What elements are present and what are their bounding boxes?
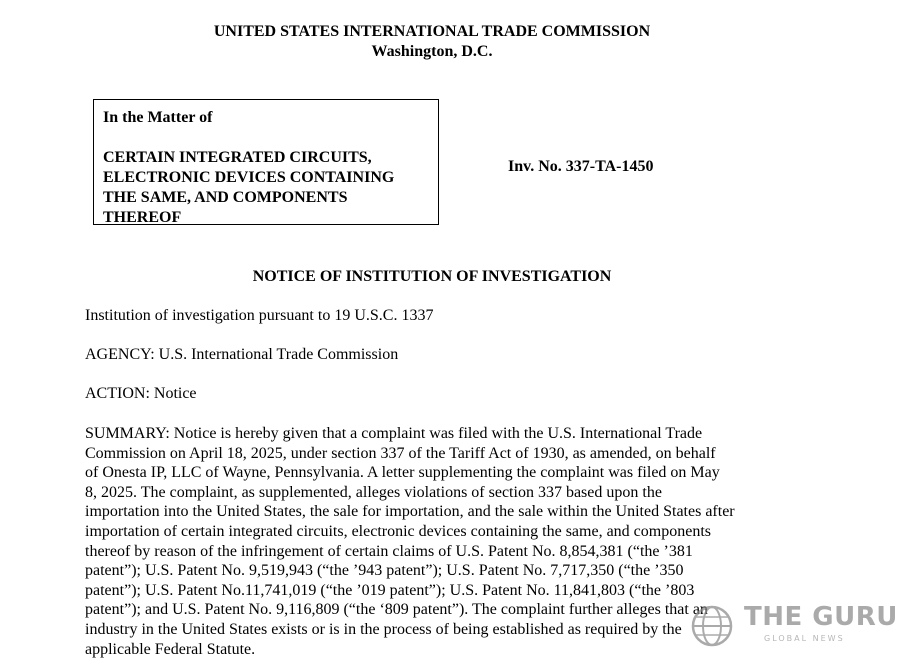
summary-line: industry in the United States exists or is in the process of being established as required by the <box>85 620 682 638</box>
matter-title-line: ELECTRONIC DEVICES CONTAINING <box>103 169 395 186</box>
summary-line: thereof by reason of the infringement of certain claims of U.S. Patent No. 8,854,381 (“the ’381 <box>85 542 693 560</box>
watermark-brand: THE GURU <box>744 602 898 632</box>
summary-paragraph <box>85 424 735 659</box>
summary-line: 8, 2025. The complaint, as supplemented, alleges violations of section 337 based upon the <box>85 483 662 501</box>
summary-line: patent”); U.S. Patent No.11,741,019 (“the ’019 patent”); U.S. Patent No. 11,841,803 (“the ’803 <box>85 581 695 599</box>
matter-box <box>93 99 439 225</box>
institution-line: Institution of investigation pursuant to 19 U.S.C. 1337 <box>85 307 434 324</box>
summary-line: importation into the United States, the sale for importation, and the sale within the United States after <box>85 503 735 521</box>
investigation-number: Inv. No. 337-TA-1450 <box>508 158 654 175</box>
matter-title-line: CERTAIN INTEGRATED CIRCUITS, <box>103 149 372 166</box>
matter-title-line: THE SAME, AND COMPONENTS <box>103 189 348 206</box>
summary-line: of Onesta IP, LLC of Wayne, Pennsylvania. A letter supplementing the complaint was filed on May <box>85 464 720 482</box>
agency-line: AGENCY: U.S. International Trade Commission <box>85 346 399 363</box>
agency-location: Washington, D.C. <box>371 43 493 60</box>
watermark-tagline: GLOBAL NEWS <box>764 634 845 643</box>
summary-line: SUMMARY: Notice is hereby given that a complaint was filed with the U.S. International Trade <box>85 425 703 442</box>
summary-line: patent”); and U.S. Patent No. 9,116,809 (“the ‘809 patent”). The complaint further alleges that an <box>85 601 708 619</box>
summary-line: applicable Federal Statute. <box>85 640 256 658</box>
matter-intro: In the Matter of <box>103 109 213 126</box>
summary-line: patent”); U.S. Patent No. 9,519,943 (“the ’943 patent”); U.S. Patent No. 7,717,350 (“the ’350 <box>85 562 684 580</box>
agency-heading: UNITED STATES INTERNATIONAL TRADE COMMISSION <box>213 23 651 40</box>
notice-title: NOTICE OF INSTITUTION OF INVESTIGATION <box>252 268 612 285</box>
summary-line: importation of certain integrated circuits, electronic devices containing the same, and components <box>85 522 711 540</box>
summary-line: Commission on April 18, 2025, under section 337 of the Tariff Act of 1930, as amended, on behalf <box>85 444 716 462</box>
action-line: ACTION: Notice <box>85 385 197 402</box>
matter-title-line: THEREOF <box>103 209 182 226</box>
